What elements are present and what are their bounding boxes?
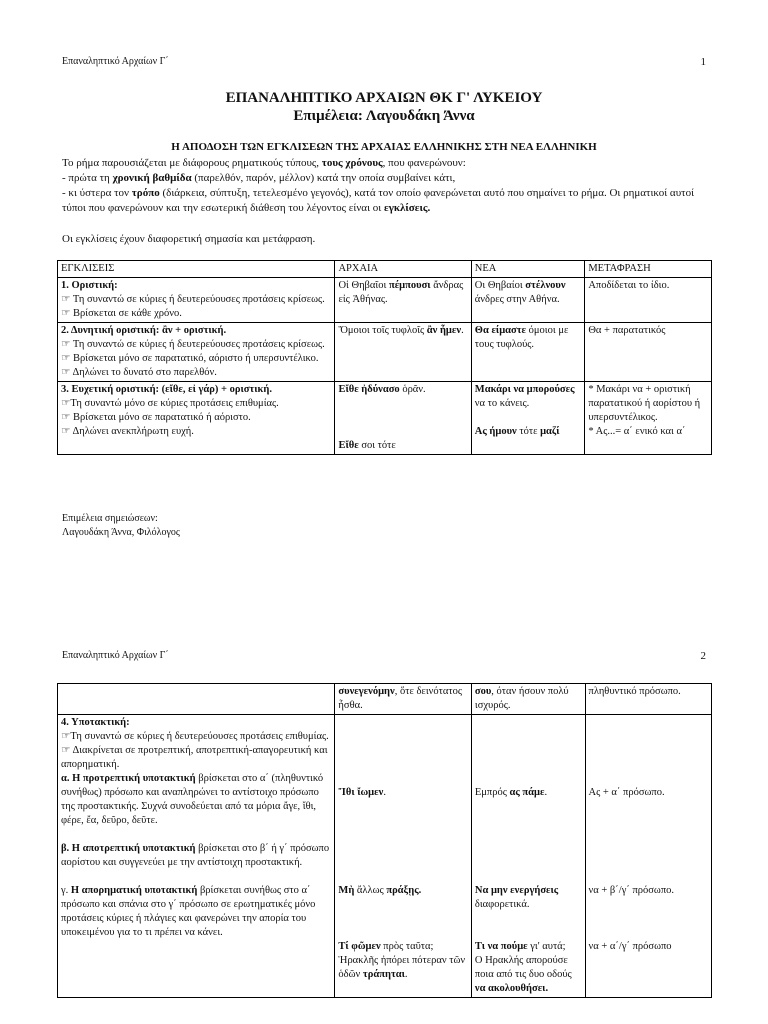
- ancient-cell: [335, 278, 471, 323]
- mood-subtitle: α. Η προτρεπτική υποτακτική: [61, 773, 196, 784]
- intro-note: Οι εγκλίσεις έχουν διαφορετική σημασία και μετάφραση.: [62, 233, 316, 245]
- mood-title: 3. Ευχετική οριστική: (εἴθε, εἰ γάρ) + οριστική.: [61, 384, 272, 395]
- intro-text: Το ρήμα παρουσιάζεται με διάφορους ρηματικούς τύπους,: [62, 157, 322, 169]
- table-row: [58, 684, 712, 715]
- translation-cell: Αποδίδεται το ίδιο.: [585, 278, 712, 323]
- document-title: ΕΠΑΝΑΛΗΠΤΙΚΟ ΑΡΧΑΙΩΝ ΘΚ Γ' ΛΥΚΕΙΟΥ: [225, 90, 543, 106]
- modern-bold: Θα είμαστε: [474, 325, 527, 336]
- mood-cell: [58, 278, 335, 323]
- mood-title: 4. Υποτακτική:: [61, 717, 130, 728]
- intro-bold: τρόπο: [131, 187, 160, 199]
- intro-bold: τους χρόνους: [321, 157, 383, 169]
- ancient-text: .: [404, 969, 408, 980]
- modern-cell: [471, 684, 585, 715]
- modern-text: Οι Θηβαίοι: [474, 280, 526, 291]
- running-header: Επαναληπτικό Αρχαίων Γ΄: [62, 56, 169, 67]
- modern-bold: Ας ήμουν: [474, 426, 517, 437]
- intro-text: - πρώτα τη: [62, 172, 113, 184]
- table-header-row: [58, 261, 712, 278]
- mood-bullet: ☞ Διακρίνεται σε προτρεπτική, αποτρεπτική-απαγορευτική και απορηματική.: [61, 745, 328, 770]
- mood-bullet: ☞Τη συναντώ σε κύριες ή δευτερεύουσες προτάσεις επιθυμίας.: [61, 731, 329, 742]
- ancient-text: Ὅμοιοι τοῖς τυφλοῖς: [338, 325, 427, 336]
- table-row: [58, 382, 712, 455]
- modern-cell: [471, 715, 585, 998]
- ancient-text: ἄλλως: [354, 885, 387, 896]
- translation-cell: πληθυντικό πρόσωπο.: [585, 684, 711, 715]
- modern-bold: Μακάρι να μπορούσες: [474, 384, 575, 395]
- ancient-text: ὁρᾶν.: [399, 384, 426, 395]
- mood-bullet: ☞ Βρίσκεται μόνο σε παρατατικό, αόριστο ή υπερσυντέλικο.: [61, 353, 319, 364]
- mood-text: γ.: [61, 885, 71, 896]
- mood-cell: [58, 684, 335, 715]
- modern-bold: Να μην ενεργήσεις: [474, 885, 559, 896]
- intro-text: (παρελθόν, παρόν, μέλλον) κατά την οποία συμβαίνει κάτι,: [191, 172, 456, 184]
- mood-cell: [58, 382, 335, 455]
- col-header: ΝΕΑ: [471, 261, 585, 278]
- intro-bold: εγκλίσεις.: [384, 202, 431, 214]
- modern-text: Ο Ηρακλής απορούσε ποια από τις δυο οδούς: [474, 955, 572, 980]
- page-number: 1: [700, 56, 706, 68]
- mood-text: βρίσκεται στο β΄ ή γ΄ πρόσωπο αορίστου και συγγενεύει με την αντίστοιχη προστακτική.: [61, 843, 330, 868]
- ancient-text: .: [461, 325, 464, 336]
- ancient-text: ἄνδρας εἰς Ἀθήνας.: [338, 280, 464, 305]
- section-heading: Η ΑΠΟΔΟΣΗ ΤΩΝ ΕΓΚΛΙΣΕΩΝ ΤΗΣ ΑΡΧΑΙΑΣ ΕΛΛΗΝΙΚΗΣ ΣΤΗ ΝΕΑ ΕΛΛΗΝΙΚΗ: [171, 141, 597, 153]
- mood-bullet: ☞ Τη συναντώ σε κύριες ή δευτερεύουσες προτάσεις κρίσεως.: [61, 294, 325, 305]
- ancient-text: σοι τότε: [358, 440, 396, 451]
- mood-bullet: ☞ Δηλώνει το δυνατό στο παρελθόν.: [61, 367, 217, 378]
- modern-text: γι' αυτά;: [527, 941, 566, 952]
- modern-text: να το κάνεις.: [474, 398, 530, 409]
- mood-bullet: ☞ Βρίσκεται μόνο σε παρατατικό ή αόριστο.: [61, 412, 251, 423]
- modern-bold: Τι να πούμε: [474, 941, 528, 952]
- signature-line: Λαγουδάκη Άννα, Φιλόλογος: [62, 527, 180, 538]
- table-row: [58, 278, 712, 323]
- modern-text: άνδρες στην Αθήνα.: [474, 294, 560, 305]
- mood-title: 2. Δυνητική οριστική: ἂν + οριστική.: [61, 325, 227, 336]
- intro-bold: χρονική βαθμίδα: [112, 172, 192, 184]
- modern-text: , όταν ήσουν πολύ ισχυρός.: [474, 686, 569, 711]
- ancient-bold: Εἴθε ἠδύνασο: [338, 384, 400, 395]
- mood-subtitle: β. Η αποτρεπτική υποτακτική: [61, 843, 196, 854]
- mood-cell: [58, 323, 335, 382]
- modern-bold: στέλνουν: [525, 280, 566, 291]
- col-header: ΜΕΤΑΦΡΑΣΗ: [585, 261, 712, 278]
- translation-cell: [585, 382, 712, 455]
- ancient-bold: Τί φῶμεν: [338, 941, 381, 952]
- document-subtitle: Επιμέλεια: Λαγουδάκη Άννα: [293, 108, 475, 124]
- mood-bullet: ☞ Βρίσκεται σε κάθε χρόνο.: [61, 308, 182, 319]
- table-row: [58, 715, 712, 998]
- modern-cell: [471, 323, 585, 382]
- modern-text: διαφορετικά.: [474, 899, 530, 910]
- modern-bold: σου: [474, 686, 492, 697]
- mood-bullet: ☞ Δηλώνει ανεκπλήρωτη ευχή.: [61, 426, 194, 437]
- translation-text: * Ας...= α΄ ενικό και α΄: [588, 426, 686, 437]
- intro-text: , που φανερώνουν:: [382, 157, 466, 169]
- translation-text: να + α΄/γ΄ πρόσωπο: [588, 941, 672, 952]
- modern-text: .: [544, 787, 548, 798]
- translation-text: να + β΄/γ΄ πρόσωπο.: [588, 885, 674, 896]
- translation-text: * Μακάρι να + οριστική παρατατικού ή αορίστου ή υπερσυντέλικος.: [588, 384, 701, 423]
- ancient-bold: συνεγενόμην: [338, 686, 395, 697]
- ancient-bold: πράξῃς.: [386, 885, 422, 896]
- ancient-cell: [335, 684, 471, 715]
- mood-bullet: ☞Τη συναντώ μόνο σε κύριες προτάσεις επιθυμίας.: [61, 398, 279, 409]
- modern-bold: ας πάμε: [509, 787, 545, 798]
- translation-cell: [585, 715, 711, 998]
- modern-cell: [471, 278, 585, 323]
- col-header: ΑΡΧΑΙΑ: [335, 261, 471, 278]
- signature-line: Επιμέλεια σημειώσεων:: [62, 513, 158, 524]
- ancient-bold: τράπηται: [362, 969, 405, 980]
- translation-text: Ας + α΄ πρόσωπο.: [588, 787, 665, 798]
- moods-table: [57, 260, 712, 455]
- intro-text: - κι ύστερα τον: [62, 187, 132, 199]
- signature-block: [62, 512, 180, 540]
- intro-text: (διάρκεια, σύπτυξη, τετελεσμένο γεγονός), κατά τον οποίο φανερώνεται αυτό που σημαίνει το ρήμα. Οι ρηματικοί αυτοί τύποι που φανερώνουν και την εσωτερική διάθεση του λέγοντος είναι οι: [62, 187, 695, 214]
- mood-cell: [58, 715, 335, 998]
- ancient-bold: ἂν ἦμεν: [426, 325, 462, 336]
- modern-text: όμοιοι με τους τυφλούς.: [474, 325, 569, 350]
- mood-bullet: ☞ Τη συναντώ σε κύριες ή δευτερεύουσες προτάσεις κρίσεως.: [61, 339, 325, 350]
- col-header: ΕΓΚΛΙΣΕΙΣ: [58, 261, 335, 278]
- modern-text: τότε: [516, 426, 541, 437]
- mood-title: 1. Οριστική:: [61, 280, 118, 291]
- moods-table-continued: [57, 683, 712, 998]
- ancient-cell: [335, 382, 471, 455]
- modern-cell: [471, 382, 585, 455]
- ancient-cell: [335, 715, 471, 998]
- ancient-text: .: [383, 787, 386, 798]
- mood-text: βρίσκεται συνήθως στο α΄ πρόσωπο και σπάνια στο γ΄ πρόσωπο σε ερωτηματικές μόνο προτάσεις κύριες ή πλάγιες και φανερώνει την απορία του υποκειμένου για το τι πρέπει να κάνει.: [61, 885, 316, 938]
- ancient-bold: Εἴθε: [338, 440, 359, 451]
- modern-text: Εμπρός: [474, 787, 510, 798]
- ancient-bold: Μὴ: [338, 885, 355, 896]
- modern-bold: μαζί: [540, 426, 560, 437]
- ancient-bold: πέμπουσι: [388, 280, 431, 291]
- ancient-bold: Ἴθι ἴωμεν: [338, 787, 384, 798]
- page-number: 2: [700, 650, 706, 662]
- running-header: Επαναληπτικό Αρχαίων Γ΄: [62, 650, 169, 661]
- mood-text: βρίσκεται στο α΄ (πληθυντικό συνήθως) πρόσωπο και αναπληρώνει το αντίστοιχο πρόσωπο της προστακτικής. Συχνά συνοδεύεται από τα μόρια ἄγε, ἴθι, φέρε, ἔα, δεῦρο, δεῦτε.: [61, 773, 324, 826]
- ancient-cell: [335, 323, 471, 382]
- page-2: [0, 640, 768, 1024]
- ancient-text: Οἱ Θηβαῖοι: [338, 280, 389, 291]
- intro-paragraph: [62, 156, 712, 216]
- translation-cell: Θα + παρατατικός: [585, 323, 712, 382]
- ancient-text: πρὸς ταῦτα; Ἡρακλῆς ἠπόρει πότεραν τῶν ὁδῶν: [338, 941, 466, 980]
- modern-bold: να ακολουθήσει.: [474, 983, 549, 994]
- ancient-text: , ὅτε δεινότατος ἦσθα.: [338, 686, 462, 711]
- mood-subtitle: Η απορηματική υποτακτική: [70, 885, 198, 896]
- table-row: [58, 323, 712, 382]
